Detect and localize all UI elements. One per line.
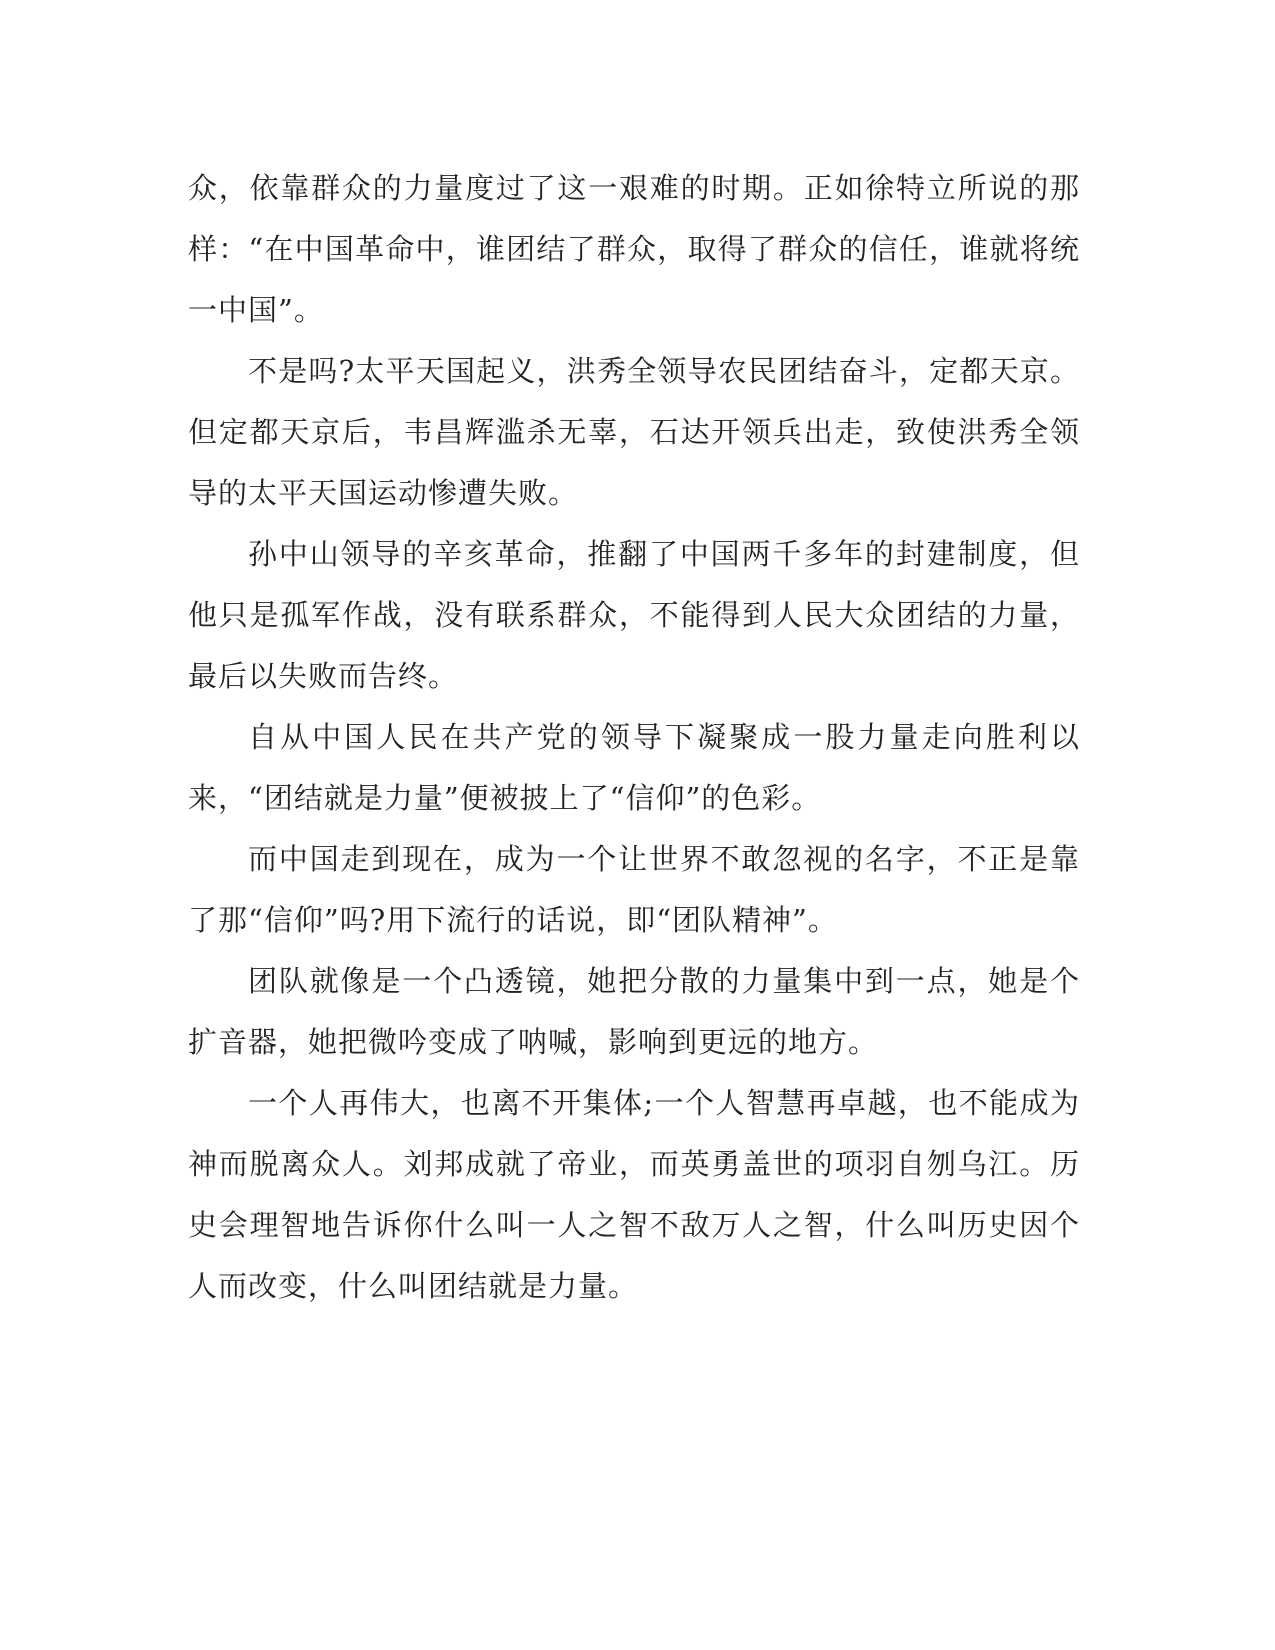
- document-body: [188, 158, 1080, 1317]
- paragraph-5: 而中国走到现在，成为一个让世界不敢忽视的名字，不正是靠了那“信仰”吗?用下流行的话说，即“团队精神”。: [188, 842, 1080, 937]
- paragraph-2: 不是吗?太平天国起义，洪秀全领导农民团结奋斗，定都天京。但定都天京后，韦昌辉滥杀无辜，石达开领兵出走，致使洪秀全领导的太平天国运动惨遭失败。: [188, 354, 1080, 510]
- paragraph-7: 一个人再伟大，也离不开集体;一个人智慧再卓越，也不能成为神而脱离众人。刘邦成就了帝业，而英勇盖世的项羽自刎乌江。历史会理智地告诉你什么叫一人之智不敌万人之智，什么叫历史因个人而改变，什么叫团结就是力量。: [188, 1086, 1080, 1303]
- paragraph-1: 众，依靠群众的力量度过了这一艰难的时期。正如徐特立所说的那样：“在中国革命中，谁团结了群众，取得了群众的信任，谁就将统一中国”。: [188, 171, 1080, 327]
- paragraph-4: 自从中国人民在共产党的领导下凝聚成一股力量走向胜利以来，“团结就是力量”便被披上了“信仰”的色彩。: [188, 720, 1080, 815]
- paragraph-3: 孙中山领导的辛亥革命，推翻了中国两千多年的封建制度，但他只是孤军作战，没有联系群众，不能得到人民大众团结的力量，最后以失败而告终。: [188, 537, 1080, 693]
- paragraph-6: 团队就像是一个凸透镜，她把分散的力量集中到一点，她是个扩音器，她把微吟变成了呐喊，影响到更远的地方。: [188, 964, 1080, 1059]
